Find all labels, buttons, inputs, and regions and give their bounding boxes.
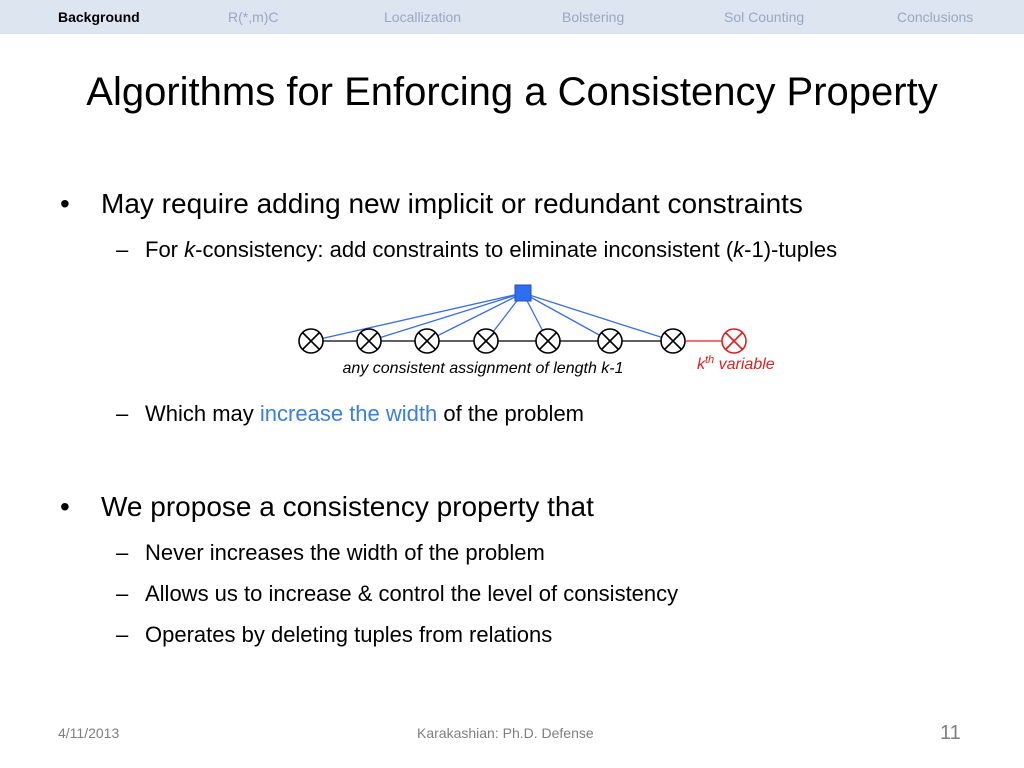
variable-node — [415, 329, 439, 353]
footer-date: 4/11/2013 — [58, 725, 120, 741]
kth-variable-node — [722, 329, 746, 353]
sub-bullet-dash: – — [116, 401, 129, 426]
nav-item-conclusions[interactable]: Conclusions — [897, 9, 974, 25]
nav-item-bolstering[interactable]: Bolstering — [562, 9, 625, 25]
variable-node — [357, 329, 381, 353]
bullet-1-text: May require adding new implicit or redundant constraints — [101, 188, 803, 219]
variable-node — [536, 329, 560, 353]
slide-title: Algorithms for Enforcing a Consistency Property — [86, 70, 938, 114]
sub-bullet-2-2-text: Allows us to increase & control the level of consistency — [145, 581, 679, 606]
bullet-2-text: We propose a consistency property that — [101, 491, 594, 522]
nav-item-sol-counting[interactable]: Sol Counting — [724, 9, 805, 25]
footer-center: Karakashian: Ph.D. Defense — [417, 725, 594, 741]
bullet-dot: • — [60, 491, 70, 522]
variable-node — [661, 329, 685, 353]
sub-bullet-dash: – — [116, 540, 129, 565]
page-number: 11 — [940, 722, 961, 744]
constraint-node — [515, 285, 531, 301]
bullet-dot: • — [60, 188, 70, 219]
nav-item-rmc[interactable]: R(*,m)C — [228, 9, 279, 25]
sub-bullet-2-1-text: Never increases the width of the problem — [145, 540, 545, 565]
sub-bullet-1-2-text: Which may increase the width of the problem — [145, 401, 584, 426]
highlighted-phrase: increase the width — [259, 401, 438, 426]
nav-item-localization[interactable]: Locallization — [384, 9, 462, 25]
variable-node — [299, 329, 323, 353]
sub-bullet-2-3-text: Operates by deleting tuples from relations — [145, 622, 553, 647]
sub-bullet-1-1-text: For k-consistency: add constraints to eliminate inconsistent (k-1)-tuples — [145, 237, 838, 262]
variable-node — [598, 329, 622, 353]
diagram-caption: any consistent assignment of length k-1 — [342, 360, 624, 377]
variable-node — [474, 329, 498, 353]
kth-variable-label: $k^{th}$ variable — [697, 354, 775, 373]
sub-bullet-dash: – — [116, 581, 129, 606]
sub-bullet-dash: – — [116, 622, 129, 647]
sub-bullet-dash: – — [116, 237, 129, 262]
nav-item-background[interactable]: Background — [58, 9, 140, 25]
